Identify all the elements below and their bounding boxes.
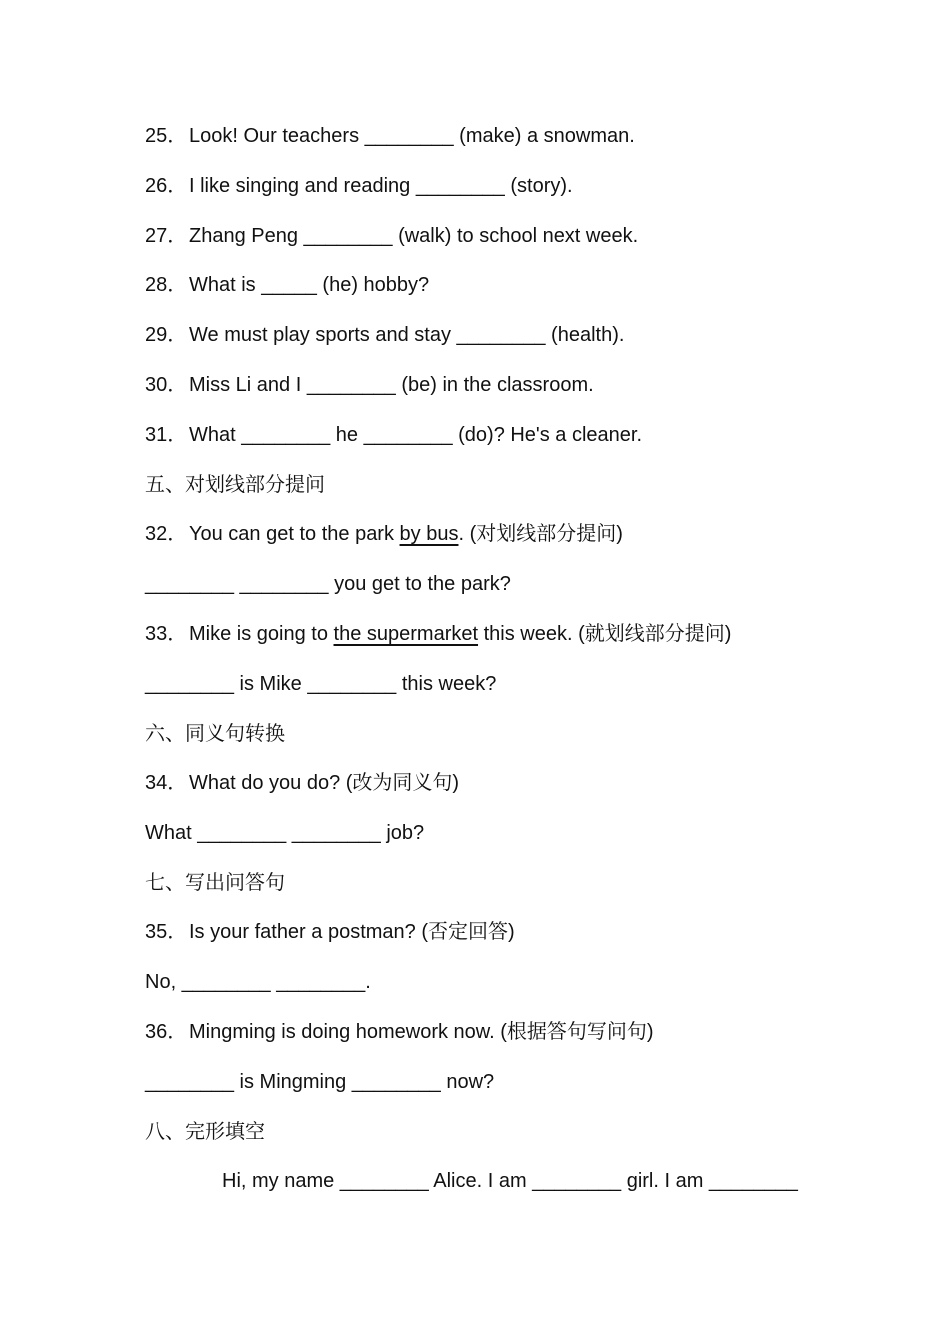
question-text: We must play sports and stay ________ (health). bbox=[189, 324, 625, 346]
question-number: 32． bbox=[145, 523, 188, 545]
question-number: 27． bbox=[145, 225, 188, 247]
question-number: 25． bbox=[145, 125, 188, 147]
question-text-post: . (对划线部分提问) bbox=[458, 523, 623, 545]
question-text: Mingming is doing homework now. (根据答句写问句) bbox=[189, 1021, 654, 1043]
question-text: What is _____ (he) hobby? bbox=[189, 274, 430, 296]
section-heading-7: 七、写出问答句 bbox=[145, 870, 285, 894]
question-number: 26． bbox=[145, 175, 188, 197]
question-text-pre: Mike is going to bbox=[189, 623, 334, 645]
question-number: 31． bbox=[145, 424, 188, 446]
question-30 bbox=[145, 372, 594, 398]
answer-32: ________ ________ you get to the park? bbox=[145, 573, 511, 595]
question-31 bbox=[145, 422, 642, 448]
question-number: 30． bbox=[145, 374, 188, 396]
question-text: What ________ he ________ (do)? He's a cleaner. bbox=[189, 424, 643, 446]
question-number: 33． bbox=[145, 623, 188, 645]
question-text: Is your father a postman? (否定回答) bbox=[189, 921, 515, 943]
question-25 bbox=[145, 123, 635, 149]
question-number: 34． bbox=[145, 772, 188, 794]
question-text: Zhang Peng ________ (walk) to school next week. bbox=[189, 225, 639, 247]
answer-34: What ________ ________ job? bbox=[145, 822, 425, 844]
question-text: Miss Li and I ________ (be) in the classroom. bbox=[189, 374, 594, 396]
underlined-phrase: the supermarket bbox=[333, 623, 479, 645]
question-text: What do you do? (改为同义句) bbox=[189, 772, 460, 794]
answer-33: ________ is Mike ________ this week? bbox=[145, 673, 497, 695]
question-text-post: this week. (就划线部分提问) bbox=[478, 623, 732, 645]
question-number: 35． bbox=[145, 921, 188, 943]
question-33 bbox=[145, 621, 731, 647]
question-number: 36． bbox=[145, 1021, 188, 1043]
question-29 bbox=[145, 322, 624, 348]
question-32 bbox=[145, 521, 623, 547]
section-heading-5: 五、对划线部分提问 bbox=[145, 472, 325, 496]
question-26 bbox=[145, 173, 573, 199]
question-27 bbox=[145, 223, 638, 249]
section-heading-8: 八、完形填空 bbox=[145, 1119, 265, 1143]
question-36 bbox=[145, 1019, 654, 1045]
question-text: Look! Our teachers ________ (make) a snowman. bbox=[189, 125, 635, 147]
question-number: 29． bbox=[145, 324, 188, 346]
answer-35: No, ________ ________. bbox=[145, 971, 371, 993]
question-35 bbox=[145, 919, 515, 945]
section-heading-6: 六、同义句转换 bbox=[145, 721, 285, 745]
question-text-pre: You can get to the park bbox=[189, 523, 400, 545]
answer-36: ________ is Mingming ________ now? bbox=[145, 1071, 495, 1093]
cloze-passage: Hi, my name ________ Alice. I am ________ girl. I am ________ bbox=[222, 1170, 798, 1192]
question-28 bbox=[145, 272, 429, 298]
underlined-phrase: by bus bbox=[399, 523, 459, 545]
question-text: I like singing and reading ________ (story). bbox=[189, 175, 573, 197]
question-34 bbox=[145, 770, 459, 796]
question-number: 28． bbox=[145, 274, 188, 296]
